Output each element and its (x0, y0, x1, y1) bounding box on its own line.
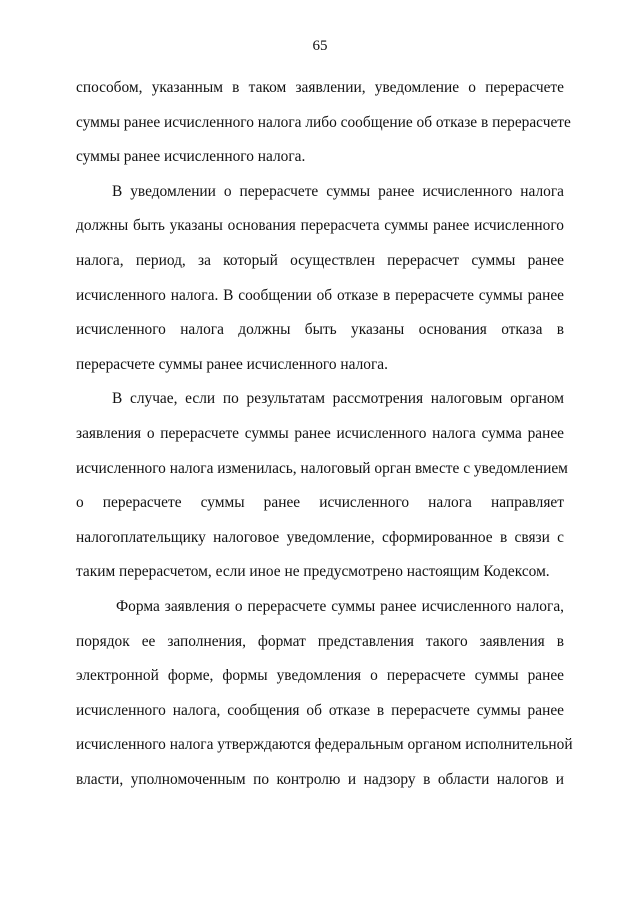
text-line: способом, указанным в таком заявлении, уведомление о перерасчете (76, 79, 564, 96)
text-line: суммы ранее исчисленного налога либо сообщение об отказе в перерасчете (76, 113, 571, 131)
text-line: должны быть указаны основания перерасчета суммы ранее исчисленного (76, 217, 564, 235)
text-line: о перерасчете суммы ранее исчисленного налога направляет (76, 494, 564, 512)
paragraph-first-line: В уведомлении о перерасчете суммы ранее исчисленного налога (112, 182, 564, 200)
text-line: налога, период, за который осуществлен перерасчет суммы ранее (76, 251, 564, 269)
text-line: порядок ее заполнения, формат представления такого заявления в (76, 632, 564, 650)
text-line: исчисленного налога утверждаются федеральным органом исполнительной (76, 736, 573, 754)
text-line: электронной форме, формы уведомления о перерасчете суммы ранее (76, 667, 564, 685)
paragraph-first-line: Форма заявления о перерасчете суммы ранее исчисленного налога, (116, 597, 564, 615)
text-line: таким перерасчетом, если иное не предусмотрено настоящим Кодексом. (76, 563, 550, 581)
text-line: заявления о перерасчете суммы ранее исчисленного налога сумма ранее (76, 424, 564, 442)
text-line: суммы ранее исчисленного налога. (76, 148, 306, 166)
document-body (76, 71, 573, 797)
text-line: перерасчете суммы ранее исчисленного налога. (76, 355, 388, 373)
text-line: власти, уполномоченным по контролю и надзору в области налогов и (76, 770, 564, 788)
text-line: исчисленного налога изменилась, налоговый орган вместе с уведомлением (76, 459, 568, 477)
text-line: исчисленного налога, сообщения об отказе в перерасчете суммы ранее (76, 701, 564, 719)
text-line: налогоплательщику налоговое уведомление, сформированное в связи с (76, 528, 564, 546)
text-line: исчисленного налога. В сообщении об отказе в перерасчете суммы ранее (76, 286, 564, 304)
text-line: исчисленного налога должны быть указаны основания отказа в (76, 321, 564, 339)
paragraph-first-line: В случае, если по результатам рассмотрения налоговым органом (112, 390, 564, 408)
page-number: 65 (312, 38, 328, 54)
